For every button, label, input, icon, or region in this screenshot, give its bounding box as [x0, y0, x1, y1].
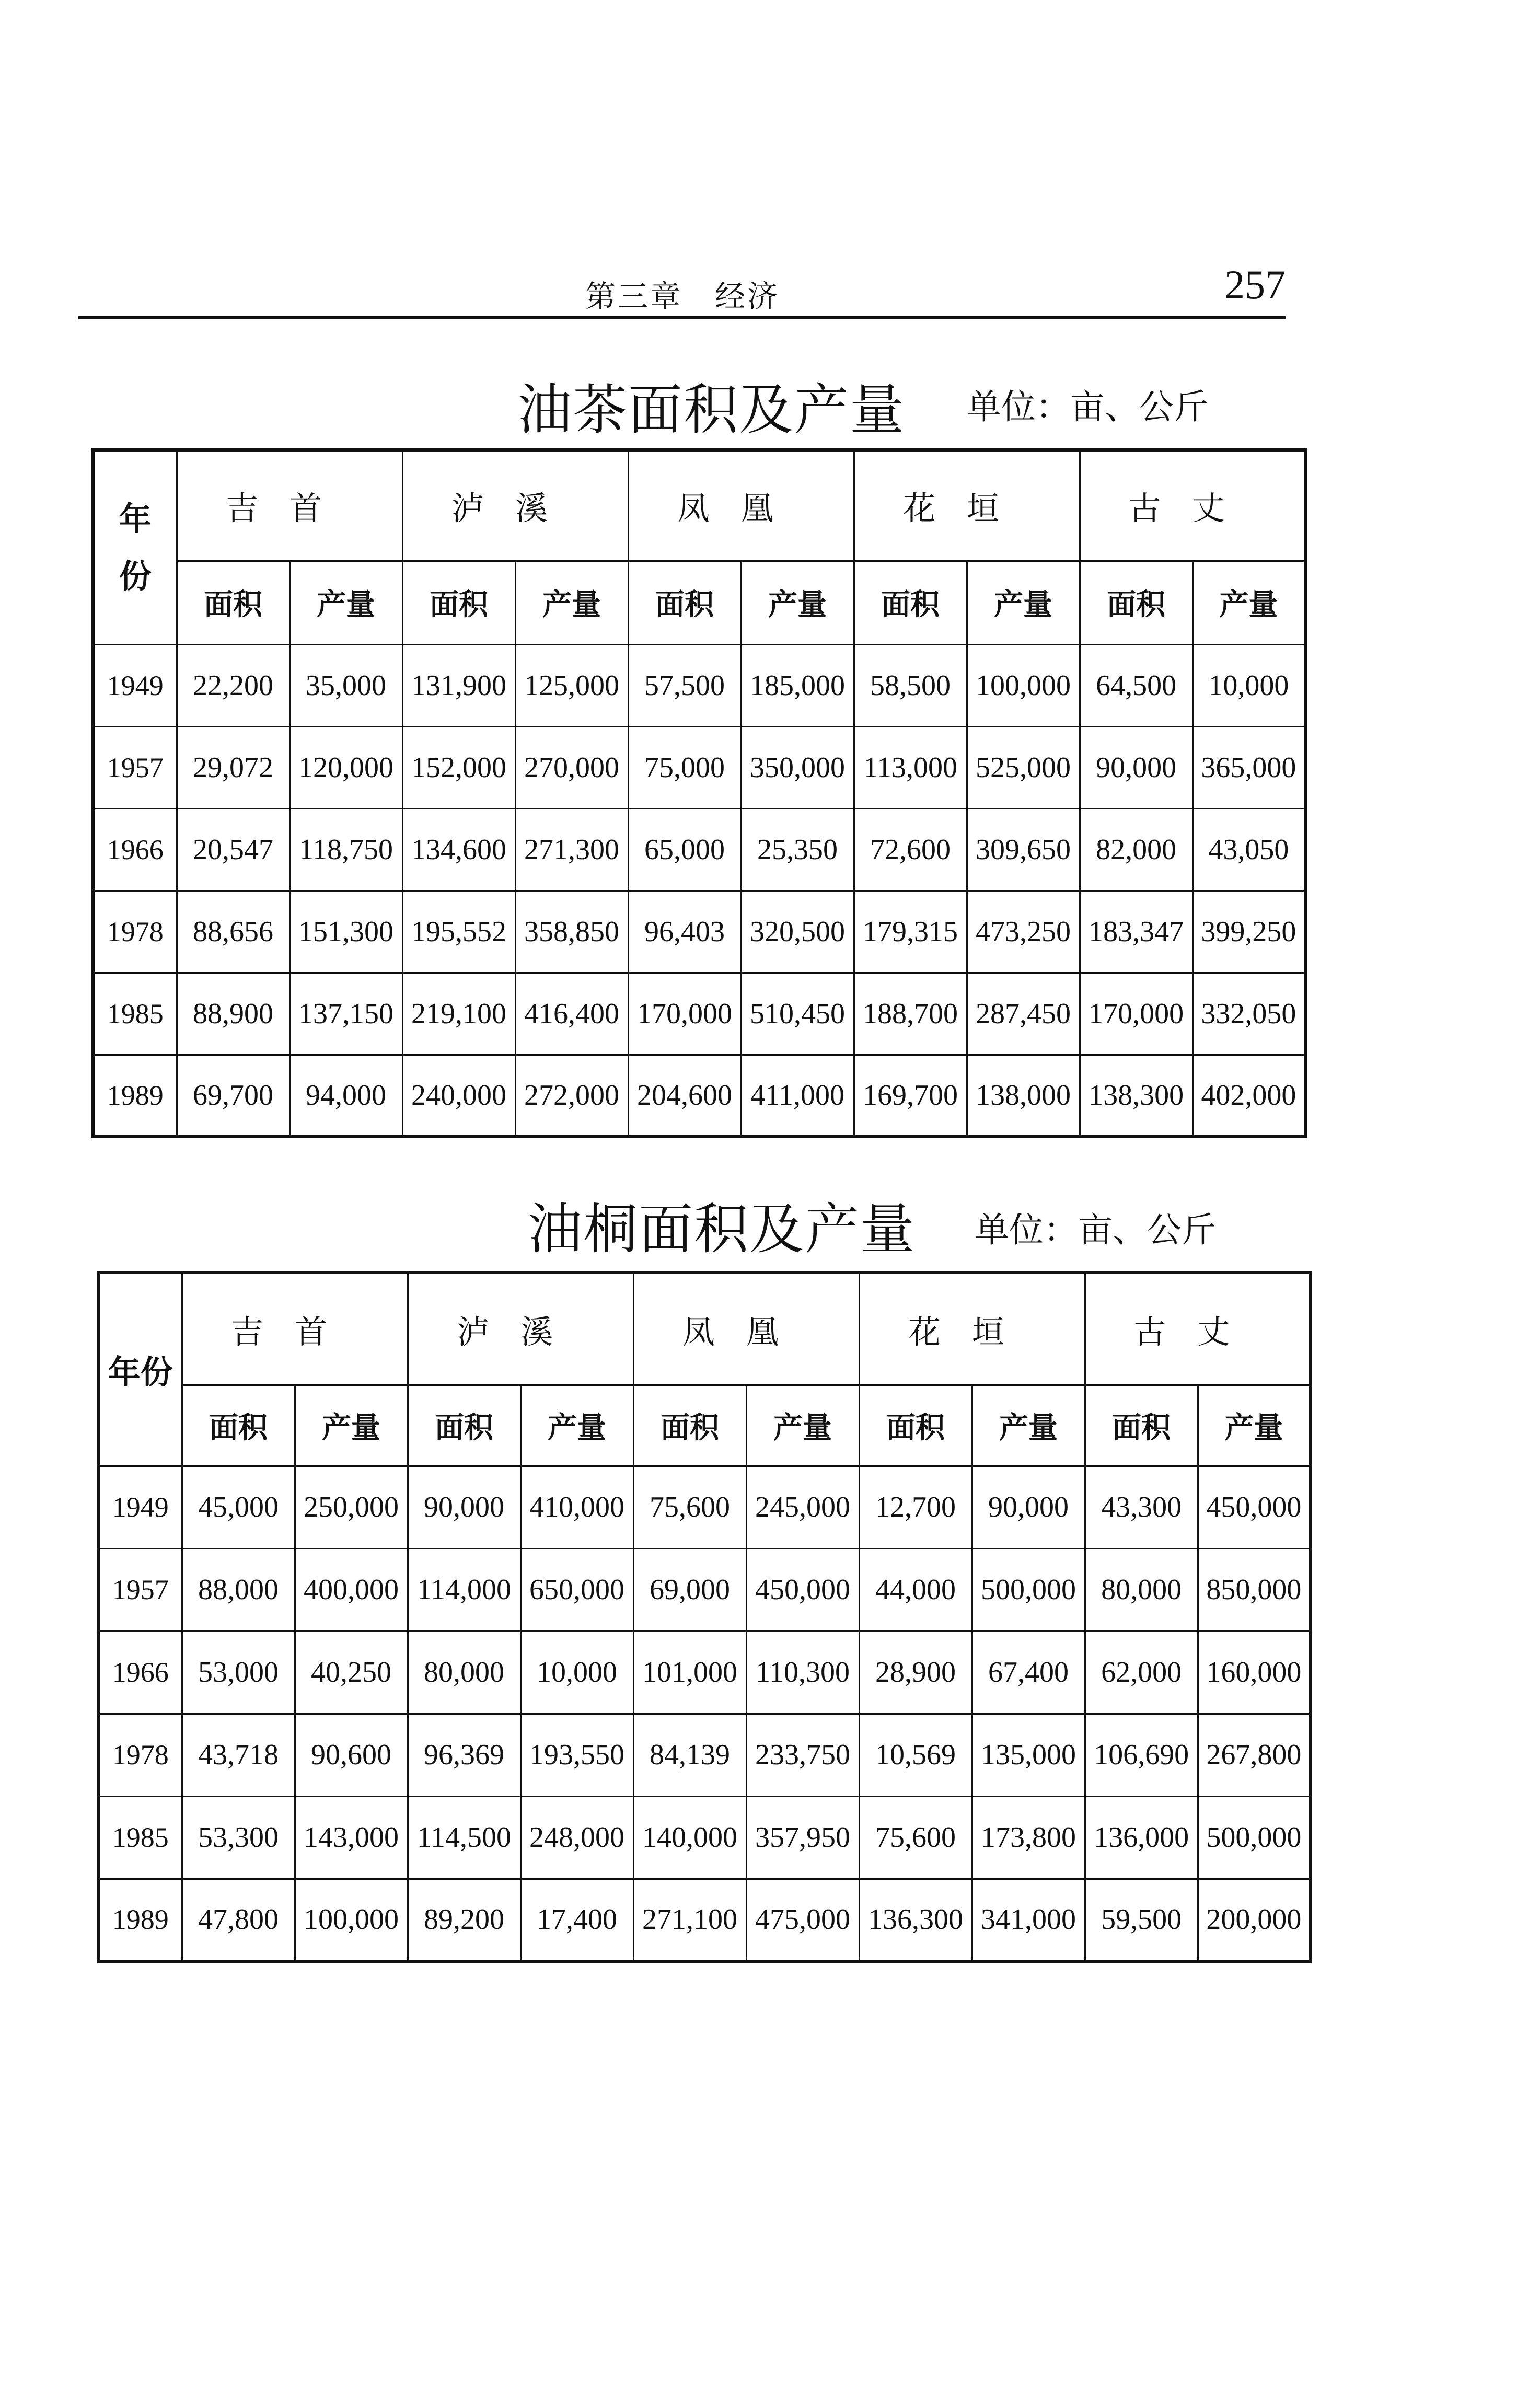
area-cell: 47,800 — [182, 1879, 295, 1961]
region-jishou: 吉首 — [177, 450, 402, 561]
table-row — [98, 1714, 1311, 1796]
area-cell: 114,000 — [408, 1548, 520, 1631]
region-luxi: 泸溪 — [408, 1273, 633, 1385]
output-header: 产量 — [295, 1385, 408, 1466]
area-cell: 22,200 — [177, 644, 290, 726]
table1-body — [93, 644, 1305, 1137]
chapter-title: 第三章 经济 — [585, 279, 780, 314]
area-header: 面积 — [182, 1385, 295, 1466]
region-guzhang: 古丈 — [1080, 450, 1305, 561]
output-cell: 400,000 — [295, 1548, 408, 1631]
area-cell: 134,600 — [402, 808, 515, 890]
area-cell: 43,300 — [1085, 1466, 1198, 1548]
output-cell: 399,250 — [1192, 890, 1305, 973]
area-cell: 29,072 — [177, 726, 290, 808]
table-row — [93, 726, 1305, 808]
year-cell: 1957 — [98, 1548, 182, 1631]
output-cell: 450,000 — [746, 1548, 859, 1631]
output-cell: 233,750 — [746, 1714, 859, 1796]
area-cell: 179,315 — [854, 890, 967, 973]
year-cell: 1985 — [93, 973, 177, 1055]
output-header: 产量 — [746, 1385, 859, 1466]
region-luxi: 泸溪 — [402, 450, 628, 561]
table-row — [93, 808, 1305, 890]
output-cell: 402,000 — [1192, 1055, 1305, 1137]
area-header: 面积 — [1080, 561, 1192, 644]
output-cell: 250,000 — [295, 1466, 408, 1548]
output-header: 产量 — [967, 561, 1080, 644]
area-cell: 69,700 — [177, 1055, 290, 1137]
output-cell: 267,800 — [1198, 1714, 1311, 1796]
output-header: 产量 — [741, 561, 854, 644]
area-cell: 88,000 — [182, 1548, 295, 1631]
output-cell: 143,000 — [295, 1796, 408, 1879]
area-cell: 136,300 — [859, 1879, 972, 1961]
output-cell: 94,000 — [290, 1055, 402, 1137]
output-cell: 357,950 — [746, 1796, 859, 1879]
area-cell: 43,718 — [182, 1714, 295, 1796]
output-cell: 500,000 — [1198, 1796, 1311, 1879]
year-cell: 1989 — [93, 1055, 177, 1137]
output-cell: 200,000 — [1198, 1879, 1311, 1961]
area-cell: 101,000 — [633, 1631, 746, 1714]
area-cell: 53,300 — [182, 1796, 295, 1879]
output-cell: 248,000 — [520, 1796, 633, 1879]
region-huayuan: 花垣 — [859, 1273, 1085, 1385]
output-cell: 35,000 — [290, 644, 402, 726]
output-cell: 110,300 — [746, 1631, 859, 1714]
table1-title: 油茶面积及产量 — [517, 378, 906, 442]
output-cell: 410,000 — [520, 1466, 633, 1548]
area-cell: 64,500 — [1080, 644, 1192, 726]
output-cell: 40,250 — [295, 1631, 408, 1714]
page-number: 257 — [1224, 262, 1286, 307]
area-cell: 59,500 — [1085, 1879, 1198, 1961]
output-cell: 137,150 — [290, 973, 402, 1055]
output-cell: 90,000 — [972, 1466, 1085, 1548]
output-cell: 160,000 — [1198, 1631, 1311, 1714]
table2-title: 油桐面积及产量 — [528, 1197, 916, 1261]
region-jishou: 吉首 — [182, 1273, 408, 1385]
area-cell: 204,600 — [628, 1055, 741, 1137]
output-cell: 320,500 — [741, 890, 854, 973]
table2-unit: 单位：亩、公斤 — [975, 1210, 1216, 1250]
table-row — [93, 644, 1305, 726]
table-row — [93, 973, 1305, 1055]
region-huayuan: 花垣 — [854, 450, 1080, 561]
year-cell: 1949 — [93, 644, 177, 726]
area-cell: 80,000 — [408, 1631, 520, 1714]
output-header: 产量 — [1192, 561, 1305, 644]
output-cell: 350,000 — [741, 726, 854, 808]
area-cell: 75,000 — [628, 726, 741, 808]
area-cell: 82,000 — [1080, 808, 1192, 890]
area-header: 面积 — [1085, 1385, 1198, 1466]
table2-tung-oil — [97, 1271, 1312, 1963]
output-cell: 525,000 — [967, 726, 1080, 808]
area-cell: 240,000 — [402, 1055, 515, 1137]
output-cell: 272,000 — [515, 1055, 628, 1137]
area-cell: 138,300 — [1080, 1055, 1192, 1137]
output-cell: 287,450 — [967, 973, 1080, 1055]
year-cell: 1985 — [98, 1796, 182, 1879]
area-cell: 152,000 — [402, 726, 515, 808]
output-cell: 43,050 — [1192, 808, 1305, 890]
area-cell: 96,403 — [628, 890, 741, 973]
output-cell: 850,000 — [1198, 1548, 1311, 1631]
output-cell: 10,000 — [520, 1631, 633, 1714]
table-row — [93, 890, 1305, 973]
area-cell: 90,000 — [408, 1466, 520, 1548]
year-cell: 1978 — [98, 1714, 182, 1796]
output-cell: 10,000 — [1192, 644, 1305, 726]
area-cell: 80,000 — [1085, 1548, 1198, 1631]
area-cell: 12,700 — [859, 1466, 972, 1548]
area-cell: 20,547 — [177, 808, 290, 890]
area-header: 面积 — [408, 1385, 520, 1466]
area-cell: 65,000 — [628, 808, 741, 890]
output-cell: 450,000 — [1198, 1466, 1311, 1548]
area-cell: 88,656 — [177, 890, 290, 973]
output-cell: 473,250 — [967, 890, 1080, 973]
area-cell: 44,000 — [859, 1548, 972, 1631]
region-guzhang: 古丈 — [1085, 1273, 1311, 1385]
output-cell: 475,000 — [746, 1879, 859, 1961]
year-header-char-1: 年 — [119, 499, 152, 538]
area-cell: 75,600 — [859, 1796, 972, 1879]
area-cell: 140,000 — [633, 1796, 746, 1879]
area-cell: 169,700 — [854, 1055, 967, 1137]
output-cell: 118,750 — [290, 808, 402, 890]
region-fenghuang: 凤凰 — [633, 1273, 859, 1385]
area-cell: 45,000 — [182, 1466, 295, 1548]
year-cell: 1966 — [98, 1631, 182, 1714]
output-header: 产量 — [520, 1385, 633, 1466]
output-cell: 135,000 — [972, 1714, 1085, 1796]
area-cell: 75,600 — [633, 1466, 746, 1548]
region-fenghuang: 凤凰 — [628, 450, 854, 561]
area-cell: 53,000 — [182, 1631, 295, 1714]
year-cell: 1978 — [93, 890, 177, 973]
table-row — [98, 1548, 1311, 1631]
area-cell: 89,200 — [408, 1879, 520, 1961]
output-header: 产量 — [972, 1385, 1085, 1466]
output-cell: 125,000 — [515, 644, 628, 726]
year-header — [93, 450, 177, 644]
table-row — [98, 1631, 1311, 1714]
output-cell: 309,650 — [967, 808, 1080, 890]
year-header-char-2: 份 — [119, 557, 152, 595]
year-cell: 1949 — [98, 1466, 182, 1548]
year-cell: 1957 — [93, 726, 177, 808]
area-cell: 170,000 — [1080, 973, 1192, 1055]
table-row — [93, 1055, 1305, 1137]
area-header: 面积 — [628, 561, 741, 644]
area-cell: 131,900 — [402, 644, 515, 726]
area-cell: 28,900 — [859, 1631, 972, 1714]
output-cell: 332,050 — [1192, 973, 1305, 1055]
output-cell: 271,300 — [515, 808, 628, 890]
output-cell: 365,000 — [1192, 726, 1305, 808]
area-cell: 90,000 — [1080, 726, 1192, 808]
output-cell: 411,000 — [741, 1055, 854, 1137]
table1-oil-tea — [91, 448, 1307, 1138]
output-cell: 100,000 — [295, 1879, 408, 1961]
table-row — [98, 1879, 1311, 1961]
area-cell: 136,000 — [1085, 1796, 1198, 1879]
area-cell: 114,500 — [408, 1796, 520, 1879]
output-cell: 650,000 — [520, 1548, 633, 1631]
output-cell: 25,350 — [741, 808, 854, 890]
area-cell: 106,690 — [1085, 1714, 1198, 1796]
area-header: 面积 — [402, 561, 515, 644]
output-cell: 17,400 — [520, 1879, 633, 1961]
table-row — [98, 1466, 1311, 1548]
area-cell: 62,000 — [1085, 1631, 1198, 1714]
table2-body — [98, 1466, 1311, 1961]
output-cell: 151,300 — [290, 890, 402, 973]
page-header — [78, 259, 1286, 319]
output-cell: 500,000 — [972, 1548, 1085, 1631]
year-header: 年份 — [98, 1273, 182, 1466]
area-cell: 96,369 — [408, 1714, 520, 1796]
output-cell: 67,400 — [972, 1631, 1085, 1714]
area-cell: 219,100 — [402, 973, 515, 1055]
area-cell: 113,000 — [854, 726, 967, 808]
output-header: 产量 — [1198, 1385, 1311, 1466]
area-cell: 69,000 — [633, 1548, 746, 1631]
output-cell: 510,450 — [741, 973, 854, 1055]
output-cell: 270,000 — [515, 726, 628, 808]
area-header: 面积 — [859, 1385, 972, 1466]
output-cell: 193,550 — [520, 1714, 633, 1796]
output-cell: 90,600 — [295, 1714, 408, 1796]
area-header: 面积 — [177, 561, 290, 644]
area-cell: 170,000 — [628, 973, 741, 1055]
table-row — [98, 1796, 1311, 1879]
output-cell: 416,400 — [515, 973, 628, 1055]
output-cell: 185,000 — [741, 644, 854, 726]
table1-unit: 单位：亩、公斤 — [967, 387, 1208, 427]
output-cell: 120,000 — [290, 726, 402, 808]
output-cell: 138,000 — [967, 1055, 1080, 1137]
output-cell: 173,800 — [972, 1796, 1085, 1879]
output-header: 产量 — [290, 561, 402, 644]
area-cell: 271,100 — [633, 1879, 746, 1961]
area-cell: 183,347 — [1080, 890, 1192, 973]
area-header: 面积 — [633, 1385, 746, 1466]
output-cell: 100,000 — [967, 644, 1080, 726]
area-cell: 10,569 — [859, 1714, 972, 1796]
output-cell: 245,000 — [746, 1466, 859, 1548]
year-cell: 1989 — [98, 1879, 182, 1961]
year-cell: 1966 — [93, 808, 177, 890]
area-cell: 188,700 — [854, 973, 967, 1055]
area-cell: 72,600 — [854, 808, 967, 890]
area-cell: 58,500 — [854, 644, 967, 726]
area-cell: 84,139 — [633, 1714, 746, 1796]
area-cell: 195,552 — [402, 890, 515, 973]
output-cell: 341,000 — [972, 1879, 1085, 1961]
area-header: 面积 — [854, 561, 967, 644]
output-cell: 358,850 — [515, 890, 628, 973]
area-cell: 88,900 — [177, 973, 290, 1055]
area-cell: 57,500 — [628, 644, 741, 726]
output-header: 产量 — [515, 561, 628, 644]
